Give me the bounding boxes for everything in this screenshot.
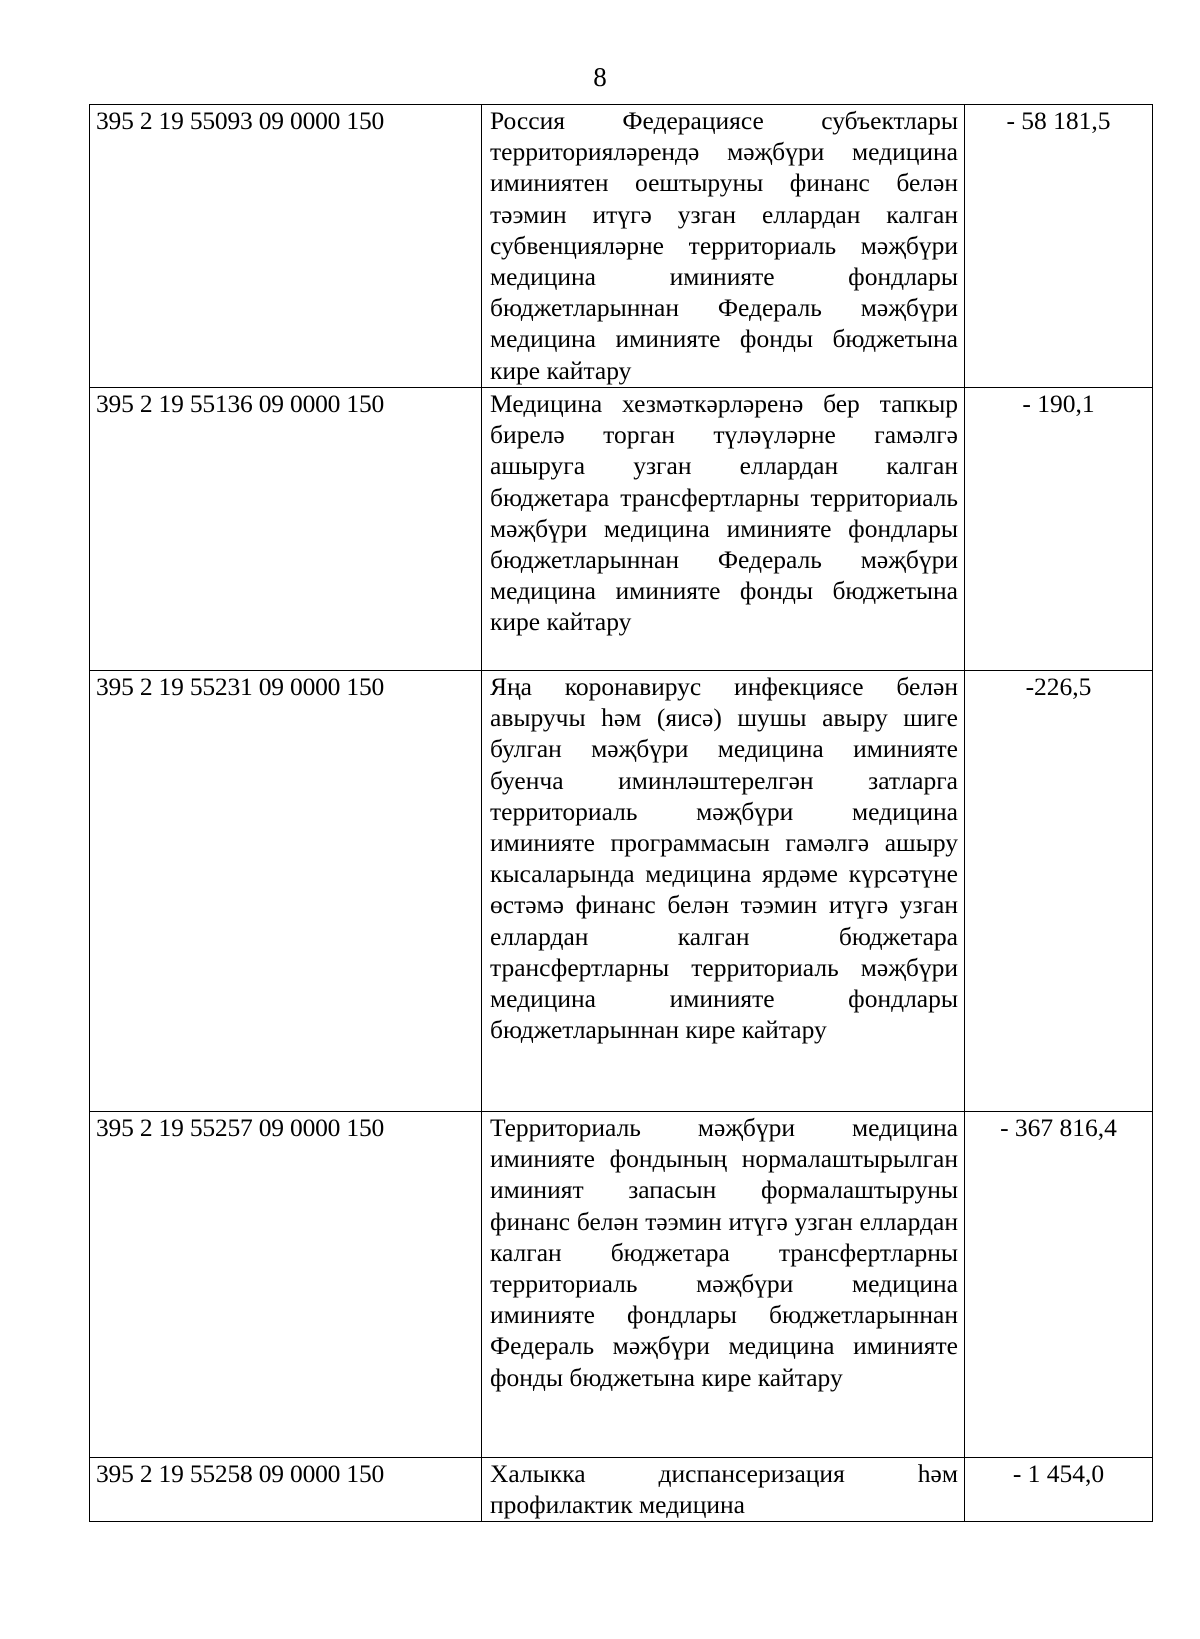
budget-code-cell: 395 2 19 55231 09 0000 150 <box>90 671 482 1112</box>
description-cell <box>482 105 965 388</box>
description-text: Яңа коронавирус инфекциясе белән авыручы һәм (яисә) шушы авыру шиге булган мәҗбүри медицина иминияте буенча иминләштерелгән затларга территориаль мәҗбүри медицина иминияте программасын гамәлгә ашыру кысаларында медицина ярдәме күрсәтүне өстәмә финанс белән тәэмин итүгә узган еллардан калган бюджетара трансфертларны территориаль мәҗбүри медицина иминияте фондлары бюджетларыннан кире кайтару <box>490 672 958 1045</box>
amount-cell: - 367 816,4 <box>965 1112 1153 1458</box>
description-text: Халыкка диспансеризация һәм профилактик медицина <box>490 1459 958 1520</box>
table-row <box>90 1112 1153 1458</box>
description-text: Территориаль мәҗбүри медицина иминияте фондының нормалаштырылган иминият запасын формалаштыруны финанс белән тәэмин итүгә узган еллардан калган бюджетара трансфертларны территориаль мәҗбүри медицина иминияте фондлары бюджетларыннан Федераль мәҗбүри медицина иминияте фонды бюджетына кире кайтару <box>490 1113 958 1392</box>
description-cell <box>482 1458 965 1522</box>
amount-cell: - 58 181,5 <box>965 105 1153 388</box>
budget-table <box>89 104 1153 1522</box>
budget-code-cell: 395 2 19 55258 09 0000 150 <box>90 1458 482 1522</box>
description-cell <box>482 671 965 1112</box>
description-text: Россия Федерациясе субъектлары территорияләрендә мәҗбүри медицина иминиятен оештыруны финанс белән тәэмин итүгә узган еллардан калган субвенцияләрне территориаль мәҗбүри медицина иминияте фондлары бюджетларыннан Федераль мәҗбүри медицина иминияте фонды бюджетына кире кайтару <box>490 106 958 385</box>
description-cell <box>482 388 965 671</box>
amount-cell: - 1 454,0 <box>965 1458 1153 1522</box>
budget-code-cell: 395 2 19 55093 09 0000 150 <box>90 105 482 388</box>
table-row <box>90 388 1153 671</box>
budget-code-cell: 395 2 19 55136 09 0000 150 <box>90 388 482 671</box>
table-row <box>90 1458 1153 1522</box>
budget-code-cell: 395 2 19 55257 09 0000 150 <box>90 1112 482 1458</box>
table-row <box>90 671 1153 1112</box>
amount-cell: -226,5 <box>965 671 1153 1112</box>
table-row <box>90 105 1153 388</box>
page-number: 8 <box>593 62 607 92</box>
description-cell <box>482 1112 965 1458</box>
amount-cell: - 190,1 <box>965 388 1153 671</box>
description-text: Медицина хезмәткәрләренә бер тапкыр бирелә торган түләүләрне гамәлгә ашыруга узган еллардан калган бюджетара трансфертларны территориаль мәҗбүри медицина иминияте фондлары бюджетларыннан Федераль мәҗбүри медицина иминияте фонды бюджетына кире кайтару <box>490 389 958 637</box>
